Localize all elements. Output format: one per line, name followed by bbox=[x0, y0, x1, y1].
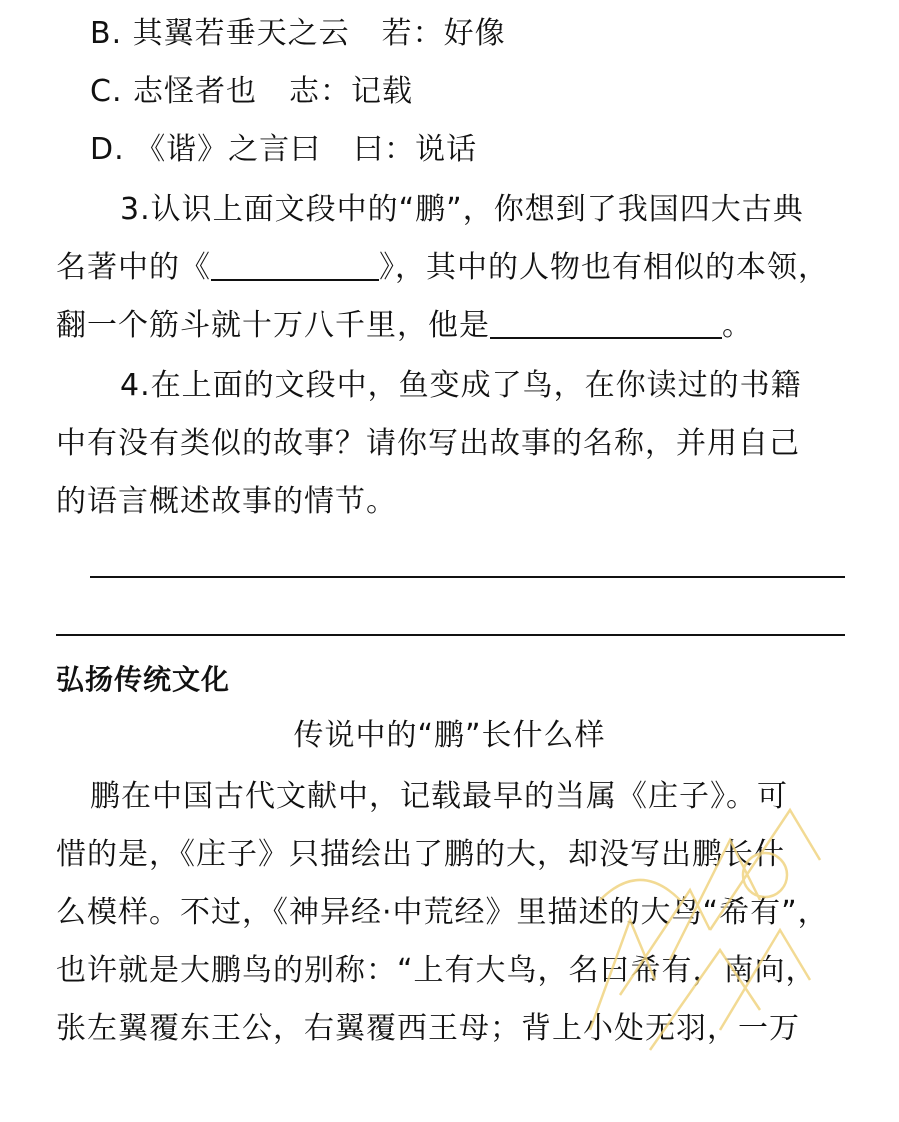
answer-blank-book[interactable] bbox=[211, 249, 379, 281]
q3-text: 》，其中的人物也有相似的本领， bbox=[379, 250, 829, 285]
article-line-1: 鹏在中国古代文献中，记载最早的当属《庄子》。可 bbox=[90, 779, 788, 814]
question-3-line-2 bbox=[56, 248, 829, 288]
option-b bbox=[90, 14, 506, 54]
article-line-3: 么模样。不过，《神异经·中荒经》里描述的大鸟“希有”， bbox=[56, 895, 829, 930]
q3-text: 。 bbox=[722, 308, 753, 343]
section-heading: 弘扬传统文化 bbox=[56, 663, 231, 696]
q3-text: 翻一个筋斗就十万八千里，他是 bbox=[56, 308, 490, 343]
option-phrase: 《谐》之言曰 bbox=[135, 132, 322, 167]
option-letter: B. bbox=[90, 16, 123, 51]
answer-line-2[interactable] bbox=[56, 634, 845, 636]
article-line-4: 也许就是大鹏鸟的别称：“上有大鸟，名曰希有，南向， bbox=[56, 953, 817, 988]
option-phrase: 其翼若垂天之云 bbox=[132, 16, 350, 51]
option-letter: C. bbox=[90, 74, 123, 109]
answer-line-1[interactable] bbox=[90, 576, 845, 578]
q3-text: 名著中的《 bbox=[56, 250, 211, 285]
question-4-line-1: 4.在上面的文段中，鱼变成了鸟，在你读过的书籍 bbox=[120, 368, 802, 403]
question-4-line-2: 中有没有类似的故事？请你写出故事的名称，并用自己 bbox=[56, 426, 800, 461]
option-gloss: 志：记载 bbox=[289, 74, 414, 109]
option-d bbox=[90, 130, 477, 170]
option-phrase: 志怪者也 bbox=[133, 74, 258, 109]
option-c bbox=[90, 72, 413, 112]
question-3-line-3 bbox=[56, 306, 753, 346]
option-gloss: 曰：说话 bbox=[353, 132, 478, 167]
article-title: 传说中的“鹏”长什么样 bbox=[293, 718, 606, 753]
question-3-line-1: 3.认识上面文段中的“鹏”，你想到了我国四大古典 bbox=[120, 192, 804, 227]
option-gloss: 若：好像 bbox=[381, 16, 506, 51]
article-line-2: 惜的是，《庄子》只描绘出了鹏的大，却没写出鹏长什 bbox=[56, 837, 785, 872]
article-line-5: 张左翼覆东王公，右翼覆西王母；背上小处无羽，一万 bbox=[56, 1011, 800, 1046]
question-4-line-3: 的语言概述故事的情节。 bbox=[56, 484, 397, 519]
answer-blank-character[interactable] bbox=[490, 307, 722, 339]
option-letter: D. bbox=[90, 132, 125, 167]
